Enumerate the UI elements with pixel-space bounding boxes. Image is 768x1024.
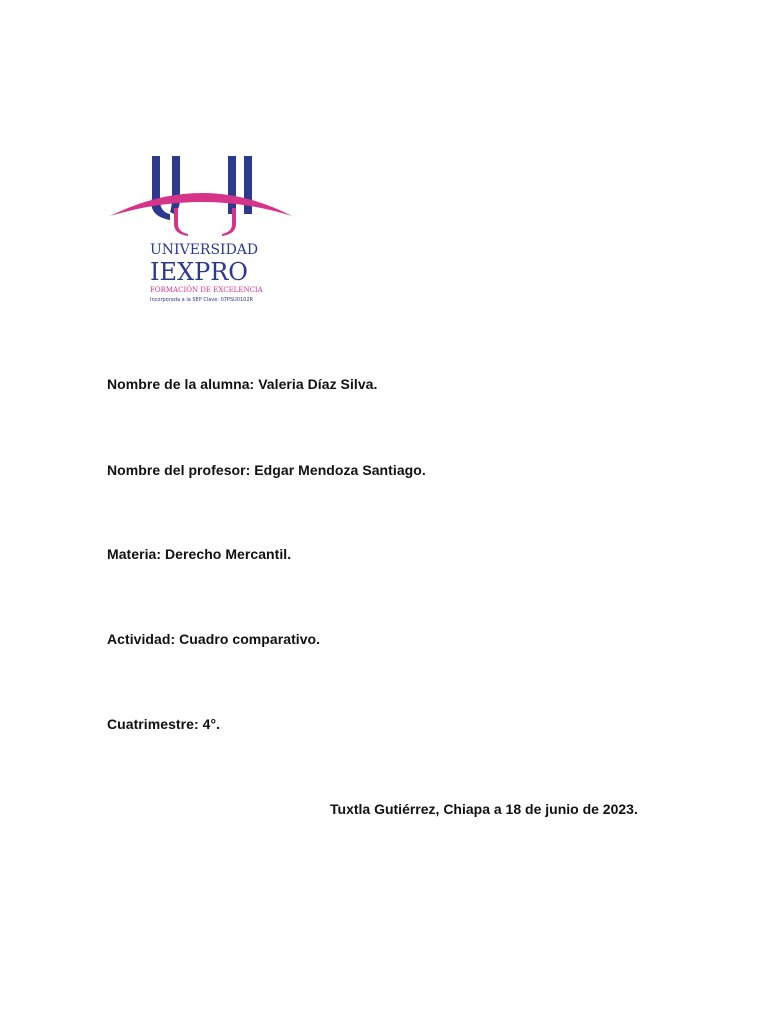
subject-line: Materia: Derecho Mercantil. [107, 546, 292, 562]
professor-name-line: Nombre del profesor: Edgar Mendoza Santiago. [107, 462, 426, 478]
logo-tagline: FORMACIÓN DE EXCELENCIA [150, 286, 263, 294]
logo-line1: UNIVERSIDAD [150, 242, 259, 258]
activity-line: Actividad: Cuadro comparativo. [107, 631, 321, 647]
logo-accreditation: Incorporada a la SEP Clave: 07PSU0102R [150, 297, 253, 303]
university-logo [108, 150, 298, 310]
term-line: Cuatrimestre: 4°. [107, 716, 221, 732]
university-logo-graphic [108, 150, 298, 310]
place-date-line: Tuxtla Gutiérrez, Chiapa a 18 de junio de 2023. [330, 801, 638, 817]
student-name-line: Nombre de la alumna: Valeria Díaz Silva. [107, 376, 378, 392]
logo-line2: IEXPRO [150, 258, 248, 286]
